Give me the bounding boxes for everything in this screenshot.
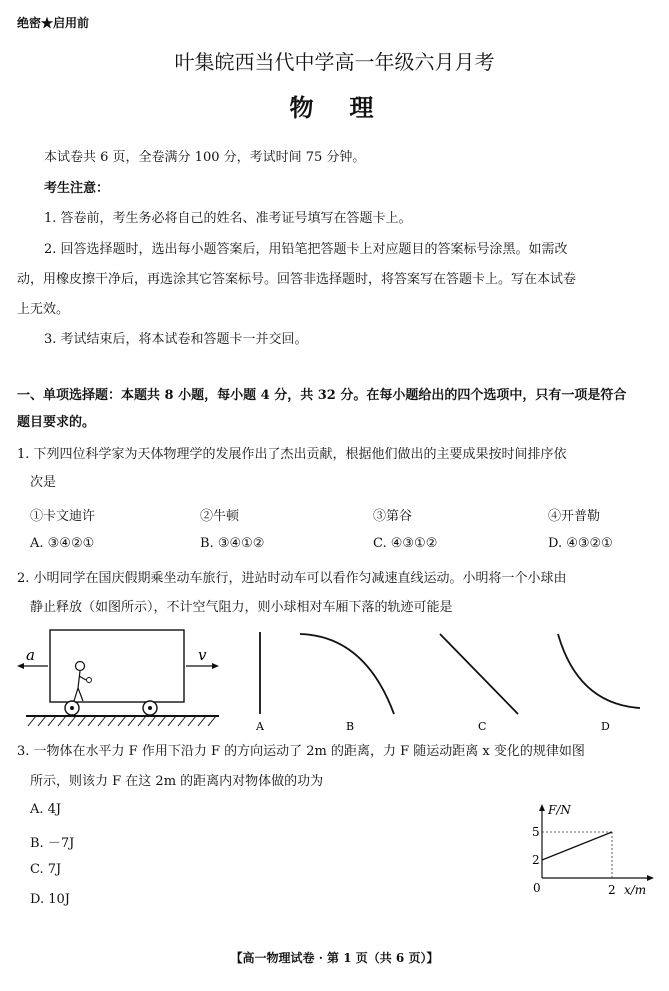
q3-stem-cont: 所示，则该力 F 在这 2m 的距离内对物体做的功为 (30, 774, 324, 789)
school-title: 叶集皖西当代中学高一年级六月月考 (174, 50, 495, 74)
q3-option-b: B. －7J (30, 836, 75, 851)
choice-label-b: B (346, 720, 355, 733)
force-distance-graph (520, 800, 660, 900)
q3-option-c: C. 7J (30, 862, 62, 877)
q1-option-b: B. ③④①② (200, 536, 265, 551)
x-tick-2: 2 (608, 883, 616, 897)
note-3: 3. 考试结束后，将本试卷和答题卡一并交回。 (44, 332, 308, 347)
x-axis-arrow (647, 875, 654, 881)
y-tick-5: 5 (532, 825, 540, 839)
page-footer: 【高一物理试卷 · 第 1 页（共 6 页）】 (230, 951, 439, 965)
q1-item: ③第谷 (373, 509, 413, 524)
note-2-cont: 动，用橡皮擦干净后，再选涂其它答案标号。回答非选择题时，将答案写在答题卡上。写在本试卷 (17, 272, 577, 287)
q1-option-c: C. ④③①② (373, 536, 438, 551)
trajectory-choices (240, 628, 660, 736)
train-car-figure (14, 622, 224, 732)
y-axis-arrow (539, 804, 545, 811)
origin-label: 0 (533, 881, 541, 895)
train-car-body (50, 630, 184, 702)
q2-stem: 2. 小明同学在国庆假期乘坐动车旅行，进站时动车可以看作匀减速直线运动。小明将一个小球由 (17, 571, 567, 586)
choice-label-c: C (478, 720, 487, 733)
q1-option-d: D. ④③②① (548, 536, 613, 551)
note-1: 1. 答卷前，考生务必将自己的姓名、准考证号填写在答题卡上。 (44, 211, 412, 226)
q2-stem-cont: 静止释放（如图所示），不计空气阻力，则小球相对车厢下落的轨迹可能是 (30, 600, 453, 615)
person-figure (74, 662, 86, 702)
ball (87, 678, 92, 683)
q1-option-a: A. ③④②① (30, 536, 95, 551)
q1-item: ②牛顿 (200, 509, 240, 524)
y-tick-2: 2 (532, 853, 540, 867)
q1-item: ④开普勒 (548, 509, 601, 524)
section-heading-cont: 题目要求的。 (17, 415, 96, 430)
secret-label: 绝密★启用前 (17, 16, 90, 30)
q1-stem-cont: 次是 (30, 475, 57, 490)
acceleration-arrow (17, 663, 24, 669)
choice-label-d: D (601, 720, 610, 733)
section-heading: 一、单项选择题：本题共 8 小题，每小题 4 分，共 32 分。在每小题给出的四个选项中，只有一项是符合 (17, 388, 627, 403)
q3-option-a: A. 4J (30, 802, 62, 817)
trajectory-d (558, 634, 640, 708)
subject-title: 物 理 (289, 93, 380, 122)
q1-item: ①卡文迪许 (30, 509, 96, 524)
choice-label-a: A (256, 720, 264, 733)
y-axis-label: F/N (548, 803, 571, 817)
label-a: a (26, 646, 35, 664)
q1-stem: 1. 下列四位科学家为天体物理学的发展作出了杰出贡献，根据他们做出的主要成果按时间排序依 (17, 447, 567, 462)
trajectory-b (300, 634, 394, 714)
force-line (542, 832, 612, 860)
note-2-end: 上无效。 (17, 302, 70, 317)
note-2: 2. 回答选择题时，选出每小题答案后，用铅笔把答题卡上对应题目的答案标号涂黑。如需改 (44, 242, 568, 257)
trajectory-c (440, 634, 518, 714)
q3-stem: 3. 一物体在水平力 F 作用下沿力 F 的方向运动了 2m 的距离，力 F 随运动距离 x 变化的规律如图 (17, 744, 585, 759)
notice-title: 考生注意： (44, 181, 110, 196)
exam-overview: 本试卷共 6 页，全卷满分 100 分，考试时间 75 分钟。 (44, 150, 366, 165)
x-axis-label: x/m (624, 883, 647, 897)
label-v: v (198, 646, 207, 664)
velocity-arrow (212, 663, 219, 669)
q3-option-d: D. 10J (30, 892, 70, 907)
